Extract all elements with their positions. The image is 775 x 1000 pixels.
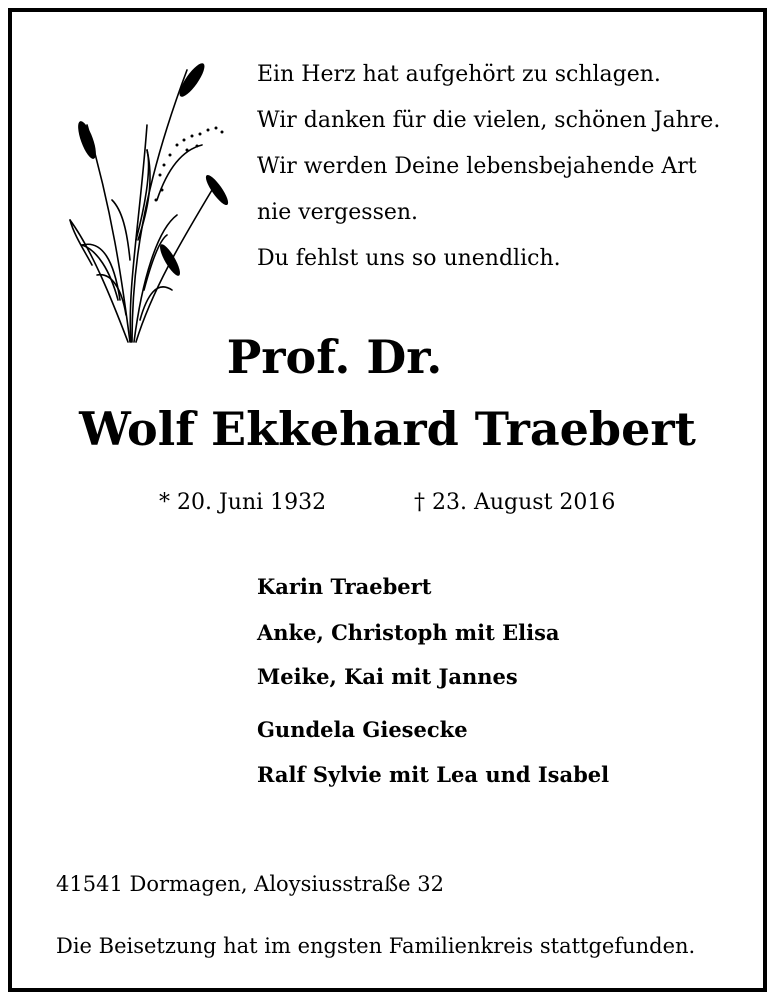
deceased-name: Wolf Ekkehard Traebert (79, 402, 696, 456)
poem-line: nie vergessen. (257, 200, 419, 225)
mourner-name: Karin Traebert (257, 574, 432, 599)
mourner-name: Meike, Kai mit Jannes (257, 664, 518, 689)
family-address: 41541 Dormagen, Aloysiusstraße 32 (56, 872, 444, 896)
poem-line: Wir werden Deine lebensbejahende Art (257, 154, 697, 179)
mourner-name: Gundela Giesecke (257, 717, 468, 742)
mourner-name: Anke, Christoph mit Elisa (257, 620, 560, 645)
academic-title: Prof. Dr. (226, 330, 443, 384)
mourner-name: Ralf Sylvie mit Lea und Isabel (257, 762, 610, 787)
poem-line: Wir danken für die vielen, schönen Jahre. (257, 108, 721, 133)
funeral-note: Die Beisetzung hat im engsten Familienkreis stattgefunden. (56, 934, 696, 958)
poem-line: Du fehlst uns so unendlich. (257, 246, 561, 271)
memorial-poem (257, 52, 720, 282)
wheat-ears-icon (52, 50, 242, 350)
obituary-frame (8, 8, 767, 992)
birth-date: * 20. Juni 1932 (159, 490, 327, 515)
death-date: † 23. August 2016 (414, 490, 616, 515)
poem-line: Ein Herz hat aufgehört zu schlagen. (257, 62, 661, 87)
